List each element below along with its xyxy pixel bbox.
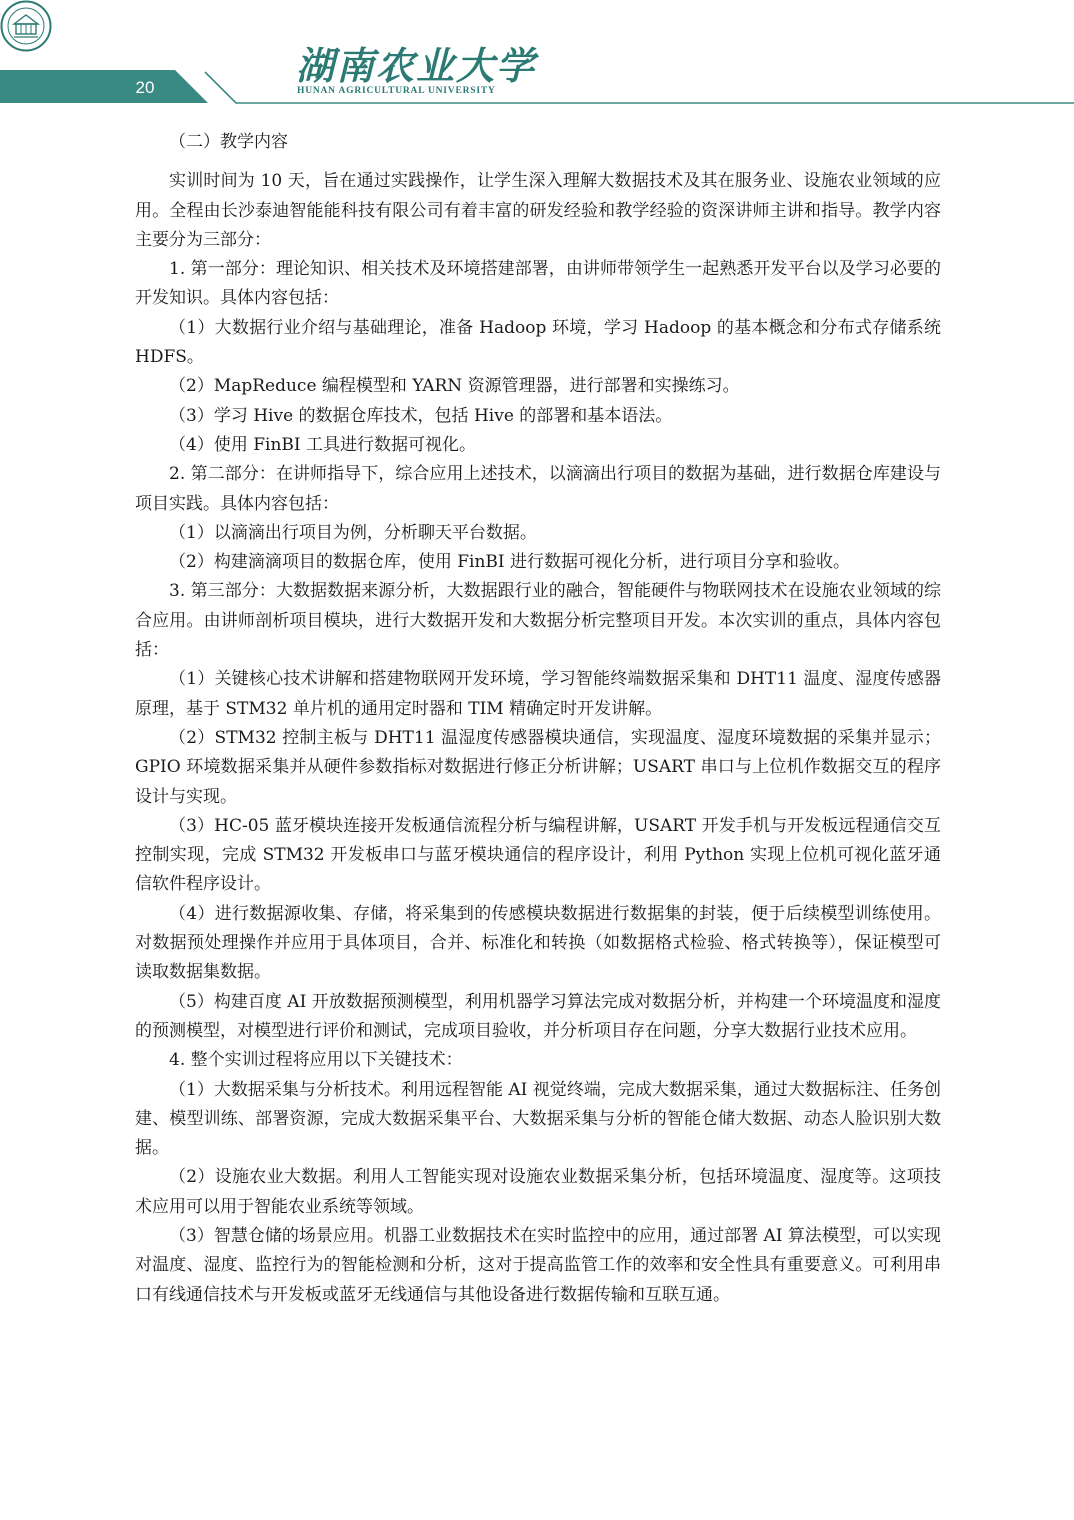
university-name-cn: 湖南农业大学 bbox=[296, 43, 537, 88]
paragraph-part-1-item-3: （3）学习 Hive 的数据仓库技术，包括 Hive 的部署和基本语法。 bbox=[169, 405, 673, 426]
paragraph-part-1-item-4: （4）使用 FinBI 工具进行数据可视化。 bbox=[169, 434, 477, 455]
university-name-en: HUNAN AGRICULTURAL UNIVERSITY bbox=[297, 86, 496, 96]
paragraph-part-3-item-4: （4）进行数据源收集、存储，将采集到的传感模块数据进行数据集的封装，便于后续模型训练使用。对数据预处理操作并应用于具体项目，合并、标准化和转换（如数据格式检验、格式转换等），保证模型可读取数据集数据。 bbox=[135, 903, 941, 983]
paragraph-part-1-item-2: （2）MapReduce 编程模型和 YARN 资源管理器，进行部署和实操练习。 bbox=[169, 376, 740, 397]
paragraph-part-3-item-3: （3）HC-05 蓝牙模块连接开发板通信流程分析与编程讲解，USART 开发手机与开发板远程通信交互控制实现，完成 STM32 开发板串口与蓝牙模块通信的程序设计，利用 Python 实现上位机可视化蓝牙通信软件程序设计。 bbox=[135, 815, 941, 895]
document-body bbox=[135, 128, 941, 1310]
university-seal-icon bbox=[0, 0, 52, 52]
paragraph-part-3-item-2: （2）STM32 控制主板与 DHT11 温湿度传感器模块通信，实现温度、湿度环境数据的采集并显示；GPIO 环境数据采集并从硬件参数指标对数据进行修正分析讲解；USART 串口与上位机作数据交互的程序设计与实现。 bbox=[135, 727, 941, 807]
paragraph-part-4-item-1: （1）大数据采集与分析技术。利用远程智能 AI 视觉终端，完成大数据采集，通过大数据标注、任务创建、模型训练、部署资源，完成大数据采集平台、大数据采集与分析的智能仓储大数据、动态人脸识别大数据。 bbox=[135, 1079, 941, 1159]
paragraph-part-4-item-3: （3）智慧仓储的场景应用。机器工业数据技术在实时监控中的应用，通过部署 AI 算法模型，可以实现对温度、湿度、监控行为的智能检测和分析，这对于提高监管工作的效率和安全性具有重要意义。可利用串口有线通信技术与开发板或蓝牙无线通信与其他设备进行数据传输和互联互通。 bbox=[135, 1225, 941, 1305]
paragraph-part-2: 2. 第二部分：在讲师指导下，综合应用上述技术，以滴滴出行项目的数据为基础，进行数据仓库建设与项目实践。具体内容包括： bbox=[135, 464, 941, 514]
page-number: 20 bbox=[135, 78, 155, 97]
page-number-band bbox=[0, 70, 208, 103]
paragraph-part-3-item-1: （1）关键核心技术讲解和搭建物联网开发环境，学习智能终端数据采集和 DHT11 温度、湿度传感器原理，基于 STM32 单片机的通用定时器和 TIM 精确定时开发讲解。 bbox=[135, 669, 941, 719]
paragraph-part-2-item-1: （1）以滴滴出行项目为例，分析聊天平台数据。 bbox=[169, 522, 537, 543]
paragraph-part-3: 3. 第三部分：大数据数据来源分析，大数据跟行业的融合，智能硬件与物联网技术在设施农业领域的综合应用。由讲师剖析项目模块，进行大数据开发和大数据分析完整项目开发。本次实训的重点，具体内容包括： bbox=[135, 581, 941, 661]
paragraph-part-4: 4. 整个实训过程将应用以下关键技术： bbox=[169, 1050, 463, 1071]
paragraph-part-1-item-1: （1）大数据行业介绍与基础理论，准备 Hadoop 环境，学习 Hadoop 的基本概念和分布式存储系统 HDFS。 bbox=[135, 317, 941, 368]
section-heading: （二）教学内容 bbox=[169, 132, 288, 152]
paragraph-intro: 实训时间为 10 天，旨在通过实践操作，让学生深入理解大数据技术及其在服务业、设施农业领域的应用。全程由长沙泰迪智能能科技有限公司有着丰富的研发经验和教学经验的资深讲师主讲和指导。教学内容主要分为三部分： bbox=[135, 171, 941, 250]
page-header bbox=[0, 0, 1074, 110]
paragraph-part-3-item-5: （5）构建百度 AI 开放数据预测模型，利用机器学习算法完成对数据分析，并构建一个环境温度和湿度的预测模型，对模型进行评价和测试，完成项目验收，并分析项目存在问题，分享大数据行业技术应用。 bbox=[135, 991, 941, 1041]
paragraph-part-4-item-2: （2）设施农业大数据。利用人工智能实现对设施农业数据采集分析，包括环境温度、湿度等。这项技术应用可以用于智能农业系统等领域。 bbox=[135, 1167, 941, 1217]
paragraph-part-1: 1. 第一部分：理论知识、相关技术及环境搭建部署，由讲师带领学生一起熟悉开发平台以及学习必要的开发知识。具体内容包括： bbox=[135, 259, 941, 309]
paragraph-part-2-item-2: （2）构建滴滴项目的数据仓库，使用 FinBI 进行数据可视化分析，进行项目分享和验收。 bbox=[169, 552, 851, 573]
